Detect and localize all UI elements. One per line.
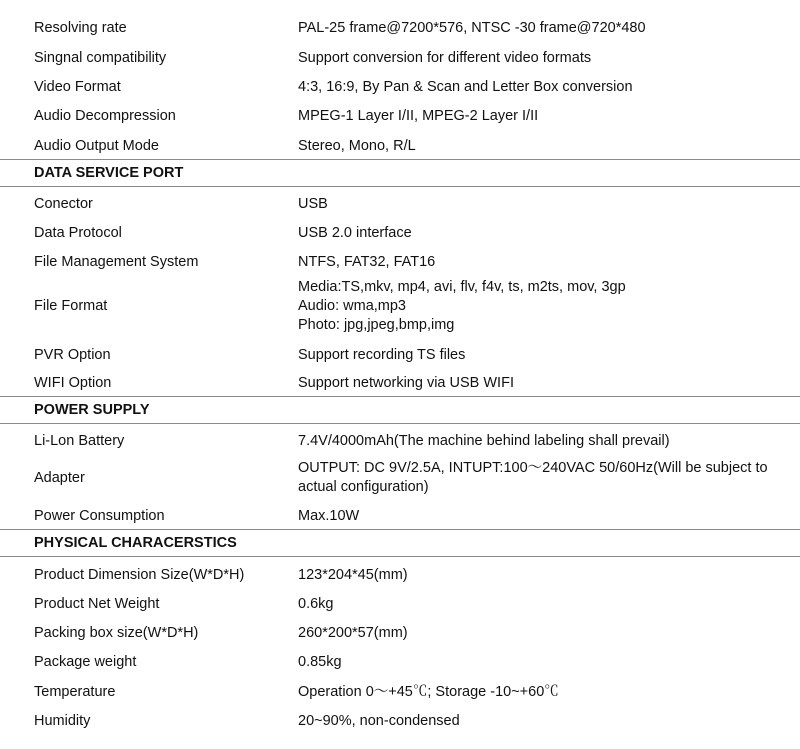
spec-label: Conector [34,195,93,212]
spec-label: Singnal compatibility [34,49,167,66]
spec-row [0,133,800,160]
spec-value-line: NTFS, FAT32, FAT16 [298,253,436,270]
spec-row [0,591,800,617]
spec-value [298,507,778,526]
section-title: PHYSICAL CHARACERSTICS [34,535,237,551]
spec-label: Li-Lon Battery [34,432,125,449]
spec-value-line: 123*204*45(mm) [298,566,408,583]
spec-value [298,195,778,214]
spec-value-line: USB 2.0 interface [298,224,412,241]
spec-row [0,370,800,397]
section-title: DATA SERVICE PORT [34,165,184,181]
spec-label: Resolving rate [34,19,127,36]
spec-value [298,253,778,272]
spec-value-line: Support conversion for different video formats [298,49,592,66]
spec-label: Product Dimension Size(W*D*H) [34,566,245,583]
spec-label: Humidity [34,712,91,729]
spec-value [298,224,778,243]
spec-row [0,503,800,530]
spec-value-line: 7.4V/4000mAh(The machine behind labeling shall prevail) [298,432,670,449]
spec-value-line: 0.85kg [298,653,342,670]
spec-row [0,342,800,368]
spec-value [298,683,778,702]
spec-value-line: Stereo, Mono, R/L [298,137,416,154]
spec-label: Video Format [34,78,121,95]
spec-row [0,74,800,100]
spec-label: Adapter [34,469,85,486]
spec-value-line: Support networking via USB WIFI [298,374,514,391]
spec-value-line: Audio: wma,mp3 [298,297,406,314]
spec-value [298,107,778,126]
spec-value [298,432,778,451]
spec-label: Data Protocol [34,224,122,241]
spec-row [0,708,800,734]
spec-value-line: Photo: jpg,jpeg,bmp,img [298,316,455,333]
spec-value-line: Max.10W [298,507,360,524]
spec-value [298,374,778,393]
section-title: POWER SUPPLY [34,402,150,418]
spec-value-line: OUTPUT: DC 9V/2.5A, INTUPT:100～240VAC 50/60Hz(Will be subject to actual configuration) [298,460,768,495]
spec-row [0,428,800,454]
section-header-row [0,531,800,557]
spec-value-line: Media:TS,mkv, mp4, avi, flv, f4v, ts, m2ts, mov, 3gp [298,278,626,295]
spec-value [298,712,778,731]
spec-label: File Management System [34,253,199,270]
spec-label: Audio Output Mode [34,137,159,154]
spec-row [0,249,800,275]
spec-row [0,562,800,588]
spec-value-line: 20~90%, non-condensed [298,712,460,729]
spec-value [298,19,778,38]
spec-value-line: 4:3, 16:9, By Pan & Scan and Letter Box conversion [298,78,633,95]
spec-row [0,649,800,675]
spec-row [0,103,800,129]
spec-value [298,278,778,335]
spec-value [298,653,778,672]
spec-label: Temperature [34,683,116,700]
spec-label: Packing box size(W*D*H) [34,624,199,641]
spec-label: File Format [34,297,108,314]
spec-value-line: Support recording TS files [298,346,466,363]
spec-value-line: MPEG-1 Layer I/II, MPEG-2 Layer I/II [298,107,539,124]
spec-label: Package weight [34,653,137,670]
section-header-row [0,398,800,424]
spec-row [0,620,800,646]
spec-row [0,15,800,41]
spec-label: PVR Option [34,346,111,363]
spec-row [0,278,800,334]
spec-value [298,595,778,614]
spec-value [298,346,778,365]
spec-value [298,566,778,585]
spec-value-line: Operation 0～+45℃; Storage -10~+60℃ [298,683,559,700]
spec-value [298,459,778,497]
spec-row [0,45,800,71]
spec-label: Product Net Weight [34,595,160,612]
spec-value [298,137,778,156]
spec-row [0,679,800,705]
spec-row [0,457,800,499]
spec-label: WIFI Option [34,374,112,391]
spec-value [298,78,778,97]
spec-value-line: USB [298,195,328,212]
spec-value [298,624,778,643]
spec-value [298,49,778,68]
spec-label: Audio Decompression [34,107,176,124]
spec-row [0,220,800,246]
spec-label: Power Consumption [34,507,165,524]
spec-value-line: 260*200*57(mm) [298,624,408,641]
spec-row [0,191,800,217]
spec-value-line: PAL-25 frame@7200*576, NTSC -30 frame@720*480 [298,19,646,36]
section-header-row [0,161,800,187]
spec-value-line: 0.6kg [298,595,334,612]
